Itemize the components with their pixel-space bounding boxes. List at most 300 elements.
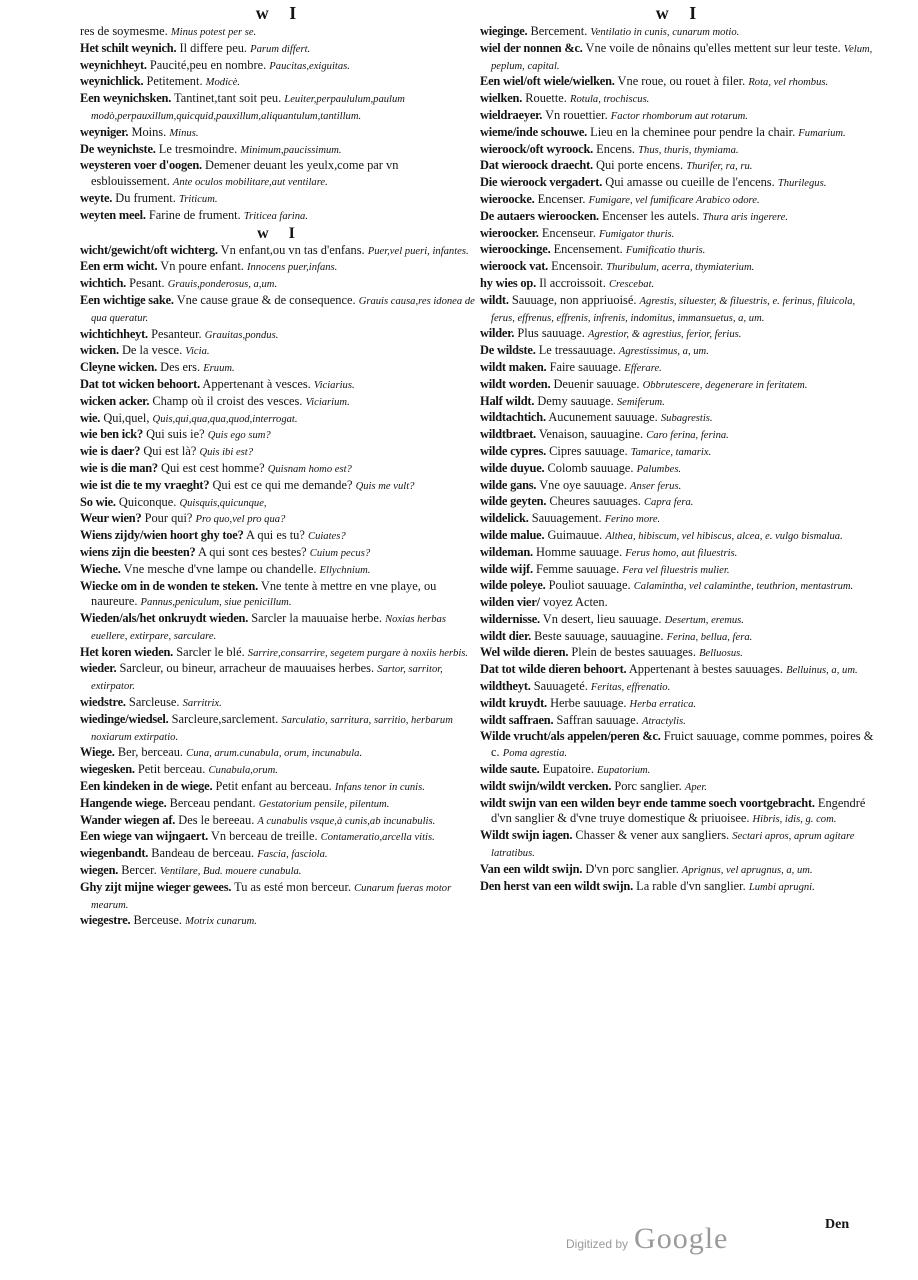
entry-headword: wielken. (480, 91, 523, 106)
entry-headword: wildt saffraen. (480, 712, 554, 727)
dictionary-entry (80, 880, 480, 914)
entry-latin-gloss: Sarculatio, sarritura, sarritio, herbarum noxiarum extirpatio. (91, 714, 453, 743)
dictionary-entry (480, 142, 880, 159)
dictionary-entry (80, 796, 480, 813)
entry-headword: wie ben ick? (80, 427, 143, 442)
dictionary-entry (80, 846, 480, 863)
dictionary-entry (80, 191, 480, 208)
entry-latin-gloss: Efferare. (624, 362, 662, 374)
entry-french-gloss: Champ où il croist des vesces. (152, 393, 303, 408)
entry-headword: Wiecke om in de wonden te steken. (80, 578, 258, 593)
entry-headword: wiel der nonnen &c. (480, 40, 583, 55)
catchword: Den (825, 1217, 850, 1232)
entry-latin-gloss: Ferus homo, aut filuestris. (625, 547, 738, 559)
entry-latin-gloss: Ventilare, Bud. mouere cunabula. (159, 866, 302, 878)
entry-french-gloss: Rouette. (525, 91, 567, 106)
entry-headword: Wieche. (80, 561, 121, 576)
entry-latin-gloss: Factor rhomborum aut rotarum. (610, 110, 748, 122)
dictionary-entry (80, 276, 480, 293)
entry-french-gloss: Guimauue. (547, 527, 603, 542)
entry-french-gloss: Des le bereeau. (178, 812, 255, 827)
dictionary-entry (480, 729, 880, 762)
entry-french-gloss: Vn rouettier. (545, 107, 608, 122)
dictionary-entry (480, 74, 880, 91)
entry-headword: wildt dier. (480, 628, 532, 643)
dictionary-entry (480, 377, 880, 394)
dictionary-entry (80, 427, 480, 444)
entry-headword: wilde geyten. (480, 494, 547, 509)
entry-latin-gloss: Quisnam homo est? (267, 463, 352, 475)
entry-french-gloss: Encenseur. (541, 225, 596, 240)
entry-french-gloss: Qui,quel, (103, 410, 150, 425)
entry-headword: Ghy zijt mijne wieger gewees. (80, 879, 232, 894)
entry-latin-gloss: Cuiates? (308, 531, 346, 543)
dictionary-entry (80, 478, 480, 495)
entry-latin-gloss: Tamarice, tamarix. (630, 446, 712, 458)
entry-headword: wiedstre. (80, 695, 126, 710)
dictionary-entry (80, 712, 480, 746)
entry-latin-gloss: Fascia, fasciola. (257, 849, 328, 861)
dictionary-entry (480, 645, 880, 662)
entry-french-gloss: Tantinet,tant soit peu. (174, 91, 282, 106)
entry-french-gloss: Deuenir sauuage. (553, 376, 640, 391)
entry-headword: wilde wijf. (480, 561, 533, 576)
dictionary-entry (480, 595, 880, 612)
entry-french-gloss: Fruict sauuage, comme pommes, poires & c. (491, 729, 874, 760)
dictionary-entry (480, 578, 880, 595)
entry-latin-gloss: Pannus,peniculum, siue penicillum. (140, 597, 292, 609)
entry-headword: wieroocke. (480, 191, 535, 206)
dictionary-entry (80, 661, 480, 695)
entry-headword: Wilde vrucht/als appelen/peren &c. (480, 729, 661, 744)
entry-latin-gloss: Paucitas,exiguitas. (269, 60, 350, 72)
entry-french-gloss: Sauuageté. (533, 679, 588, 694)
entry-headword: wieme/inde schouwe. (480, 124, 588, 139)
entry-french-gloss: Berceuse. (133, 913, 183, 928)
entry-headword: wildt. (480, 292, 509, 307)
entry-headword: wie ist die te my vraeght? (80, 477, 210, 492)
entry-headword: Wander wiegen af. (80, 812, 176, 827)
dictionary-entry (80, 444, 480, 461)
entry-french-gloss: A qui sont ces bestes? (197, 544, 307, 559)
entry-headword: wichtichheyt. (80, 326, 148, 341)
dictionary-entry (480, 713, 880, 730)
entry-french-gloss: Vne cause graue & de consequence. (176, 292, 356, 307)
entry-headword: wiegen. (80, 863, 119, 878)
dictionary-entry (480, 276, 880, 293)
entry-latin-gloss: Ferino more. (604, 514, 661, 526)
entry-latin-gloss: Lumbi aprugni. (748, 881, 815, 893)
entry-french-gloss: Porc sanglier. (614, 778, 682, 793)
entry-latin-gloss: Viciarius. (313, 379, 355, 391)
dictionary-entry (80, 779, 480, 796)
entry-headword: wichtich. (80, 276, 127, 291)
entry-headword: wildeman. (480, 544, 533, 559)
entry-french-gloss: Qui est cest homme? (161, 460, 265, 475)
entry-french-gloss: Petitement. (146, 74, 203, 89)
entry-latin-gloss: Cuna, arum.cunabula, orum, incunabula. (186, 748, 363, 760)
dictionary-entry (80, 293, 480, 327)
entry-french-gloss: res de soymesme. (80, 24, 168, 38)
dictionary-entry (80, 411, 480, 428)
dictionary-entry (80, 327, 480, 344)
dictionary-entry (80, 695, 480, 712)
entry-latin-gloss: Herba erratica. (629, 698, 697, 710)
entry-headword: Een weynichsken. (80, 91, 172, 106)
dictionary-entry (80, 461, 480, 478)
right-column (480, 0, 880, 895)
entry-headword: wildt maken. (480, 359, 547, 374)
entry-headword: Cleyne wicken. (80, 360, 158, 375)
entry-headword: Weur wien? (80, 511, 142, 526)
entry-latin-gloss: Velum, peplum, capital. (491, 43, 873, 72)
entry-latin-gloss: Agrestis, siluester, & filuestris, e. ferinus, filuicola, ferus, effrenus, effrenis, infrenis, indomitus, immansuetus, a, um. (491, 295, 856, 324)
dictionary-entry (80, 645, 480, 662)
dictionary-entry (480, 175, 880, 192)
entry-french-gloss: Petit berceau. (137, 762, 206, 777)
entry-latin-gloss: Rotula, trochiscus. (569, 94, 650, 106)
entry-headword: Wel wilde dieren. (480, 645, 569, 660)
entry-latin-gloss: Ventilatio in cunis, cunarum motio. (590, 27, 740, 38)
entry-french-gloss: Encensoir. (551, 259, 604, 274)
entry-headword: wiegestre. (80, 913, 131, 928)
entry-latin-gloss: Infans tenor in cunis. (334, 782, 425, 794)
entry-french-gloss: Sauuage, non appriuoisé. (511, 292, 637, 307)
left-entries-bottom (80, 243, 480, 931)
entry-latin-gloss: Hibris, idis, g. com. (752, 814, 837, 826)
entry-latin-gloss: Puer,vel pueri, infantes. (367, 245, 469, 257)
dictionary-entry (480, 461, 880, 478)
entry-latin-gloss: Fera vel filuestris mulier. (622, 564, 730, 576)
dictionary-entry (80, 528, 480, 545)
entry-french-gloss: Vne mesche d'vne lampe ou chandelle. (123, 561, 317, 576)
entry-french-gloss: Paucité,peu en nombre. (149, 57, 267, 72)
dictionary-entry (480, 410, 880, 427)
entry-latin-gloss: Fumigator thuris. (598, 228, 675, 240)
entry-latin-gloss: Thura aris ingerere. (702, 211, 788, 223)
entry-latin-gloss: Quis,qui,qua,qua,quod,interrogat. (152, 413, 298, 425)
entry-french-gloss: Eupatoire. (542, 762, 594, 777)
dictionary-entry (480, 679, 880, 696)
entry-headword: wildt swijn/wildt vercken. (480, 778, 612, 793)
dictionary-entry (480, 108, 880, 125)
dictionary-entry (480, 528, 880, 545)
entry-latin-gloss: Sectari apros, aprum agitare latratibus. (491, 831, 855, 860)
entry-french-gloss: Qui est là? (143, 444, 197, 459)
entry-headword: wildt swijn van een wilden beyr ende tamme soech voortgebracht. (480, 795, 815, 810)
entry-headword: Dat tot wicken behoort. (80, 376, 200, 391)
entry-french-gloss: Vne voile de nônains qu'elles mettent sur leur teste. (585, 40, 841, 55)
entry-french-gloss: Herbe sauuage. (550, 695, 627, 710)
entry-headword: wie is die man? (80, 460, 158, 475)
entry-french-gloss: Pouliot sauuage. (548, 578, 631, 593)
entry-headword: Dat wieroock draecht. (480, 158, 593, 173)
entry-french-gloss: De la vesce. (121, 343, 183, 358)
entry-french-gloss: Venaison, sauuagine. (538, 427, 644, 442)
entry-headword: wilden vier/ (480, 595, 540, 610)
watermark-google-logo: Google (634, 1222, 729, 1255)
entry-headword: Het schilt weynich. (80, 40, 177, 55)
entry-latin-gloss: Grauitas,pondus. (204, 329, 279, 341)
entry-latin-gloss: Grauis,ponderosus, a,um. (167, 279, 278, 291)
entry-headword: wicken. (80, 343, 119, 358)
left-entries-top (80, 24, 480, 225)
entry-headword: Wildt swijn iagen. (480, 828, 573, 843)
entry-french-gloss: Aucunement sauuage. (548, 410, 658, 425)
entry-french-gloss: Il accroissoit. (539, 275, 606, 290)
entry-french-gloss: D'vn porc sanglier. (585, 861, 679, 876)
entry-latin-gloss: Rota, vel rhombus. (748, 77, 829, 89)
entry-latin-gloss: Innocens puer,infans. (246, 262, 338, 274)
entry-french-gloss: Sarcleuse. (128, 695, 180, 710)
entry-french-gloss: Chasser & vener aux sangliers. (575, 828, 730, 843)
entry-french-gloss: Bercer. (121, 863, 157, 878)
entry-french-gloss: Vn desert, lieu sauuage. (542, 611, 662, 626)
entry-latin-gloss: Grauis causa,res idonea de qua queratur. (91, 295, 475, 324)
entry-headword: Die wieroock vergadert. (480, 175, 603, 190)
dictionary-entry (80, 813, 480, 830)
entry-headword: wilde malue. (480, 527, 545, 542)
dictionary-entry (480, 343, 880, 360)
entry-headword: Een wiel/oft wiele/wielken. (480, 74, 615, 89)
entry-latin-gloss: Quisquis,quicunque, (179, 497, 267, 509)
entry-french-gloss: Faire sauuage. (549, 359, 622, 374)
entry-headword: wie is daer? (80, 444, 141, 459)
entry-latin-gloss: Caro ferina, ferina. (646, 430, 729, 442)
entry-latin-gloss: Ante oculos mobilitare,aut ventilare. (172, 177, 328, 189)
entry-headword: Wiege. (80, 745, 115, 760)
dictionary-entry (80, 41, 480, 58)
entry-french-gloss: Bandeau de berceau. (151, 846, 255, 861)
entry-french-gloss: Vne tente à mettre en vne playe, ou naureure. (91, 578, 437, 609)
entry-latin-gloss: Triticea farina. (243, 210, 308, 222)
entry-latin-gloss: Gestatorium pensile, pilentum. (258, 798, 390, 810)
entry-latin-gloss: Minus potest per se. (170, 27, 257, 38)
dictionary-entry (80, 360, 480, 377)
entry-headword: wilder. (480, 326, 515, 341)
dictionary-entry (80, 745, 480, 762)
google-watermark (566, 1222, 728, 1256)
entry-latin-gloss: Sartor, sarritor, extirpator. (91, 664, 443, 693)
entry-latin-gloss: Atractylis. (641, 715, 686, 727)
entry-headword: wilde gans. (480, 477, 537, 492)
entry-headword: De weynichste. (80, 141, 156, 156)
entry-french-gloss: Berceau pendant. (169, 795, 256, 810)
dictionary-entry (480, 125, 880, 142)
entry-headword: Een kindeken in de wiege. (80, 779, 213, 794)
entry-french-gloss: Cipres sauuage. (549, 443, 628, 458)
entry-latin-gloss: Minimum,paucissimum. (240, 144, 342, 156)
dictionary-entry (80, 24, 480, 41)
entry-headword: Een wiege van wijngaert. (80, 829, 209, 844)
dictionary-entry (480, 394, 880, 411)
entry-french-gloss: Demy sauuage. (537, 393, 614, 408)
dictionary-entry (80, 611, 480, 645)
dictionary-entry (80, 74, 480, 91)
entry-french-gloss: Qui porte encens. (596, 158, 684, 173)
running-head-right: w I (655, 3, 705, 23)
entry-latin-gloss: Poma agrestia. (502, 748, 568, 760)
dictionary-entry (80, 343, 480, 360)
entry-french-gloss: Sarcleure,sarclement. (171, 711, 279, 726)
entry-latin-gloss: Motrix cunarum. (185, 916, 257, 928)
entry-headword: So wie. (80, 494, 116, 509)
entry-latin-gloss: Althea, hibiscum, vel hibiscus, alcea, e. vulgo bismalua. (605, 530, 843, 542)
entry-headword: weysteren voer d'oogen. (80, 158, 202, 173)
dictionary-entry (80, 394, 480, 411)
entry-headword: wildtachtich. (480, 410, 546, 425)
dictionary-entry (480, 259, 880, 276)
entry-latin-gloss: Desertum, eremus. (664, 614, 744, 626)
entry-latin-gloss: Crescebat. (608, 278, 655, 290)
entry-headword: wildt worden. (480, 376, 551, 391)
entry-french-gloss: Qui amasse ou cueille de l'encens. (605, 175, 775, 190)
entry-latin-gloss: Thus, thuris, thymiama. (638, 144, 739, 156)
entry-latin-gloss: Fumigare, vel fumificare Arabico odore. (588, 194, 760, 206)
dictionary-entry (480, 226, 880, 243)
entry-french-gloss: A qui es tu? (246, 528, 305, 543)
entry-headword: wiens zijn die beesten? (80, 544, 196, 559)
entry-french-gloss: Saffran sauuage. (556, 712, 639, 727)
dictionary-entry (480, 511, 880, 528)
dictionary-entry (80, 91, 480, 125)
entry-french-gloss: Encensement. (553, 242, 623, 257)
entry-french-gloss: Encenser. (537, 191, 586, 206)
dictionary-entry (80, 58, 480, 75)
entry-headword: wiegesken. (80, 762, 135, 777)
entry-latin-gloss: Belluinus, a, um. (786, 665, 858, 677)
entry-latin-gloss: Quis ego sum? (207, 430, 271, 442)
entry-french-gloss: Femme sauuage. (535, 561, 620, 576)
entry-latin-gloss: Leuiter,perpaululum,paulum modò,perpauxillum,quicquid,pauxillum,aliquantulum,tantillum. (91, 94, 405, 122)
entry-french-gloss: Sarcler la mauuaise herbe. (251, 611, 382, 626)
entry-headword: Het koren wieden. (80, 644, 174, 659)
dictionary-entry (80, 142, 480, 159)
entry-latin-gloss: Cunabula,orum. (208, 765, 278, 777)
entry-latin-gloss: Thurilegus. (777, 178, 827, 190)
dictionary-entry (80, 511, 480, 528)
dictionary-entry (80, 208, 480, 225)
dictionary-entry (480, 828, 880, 862)
entry-french-gloss: Homme sauuage. (536, 544, 623, 559)
entry-latin-gloss: Calamintha, vel calaminthe, teuthrion, mentastrum. (633, 581, 854, 593)
running-head-left: w I (255, 3, 305, 23)
entry-latin-gloss: Triticum. (178, 193, 218, 205)
entry-latin-gloss: Eupatorium. (597, 765, 651, 777)
entry-french-gloss: Vn enfant,ou vn tas d'enfans. (220, 242, 365, 257)
entry-latin-gloss: Cuium pecus? (309, 547, 371, 559)
entry-headword: wilde saute. (480, 762, 540, 777)
dictionary-entry (480, 562, 880, 579)
entry-headword: Den herst van een wildt swijn. (480, 878, 634, 893)
entry-latin-gloss: Thuribulum, acerra, thymiaterium. (606, 262, 755, 274)
entry-headword: wiedinge/wiedsel. (80, 711, 169, 726)
dictionary-entry (80, 243, 480, 260)
entry-latin-gloss: Agrestior, & agrestius, ferior, ferius. (587, 329, 742, 341)
entry-headword: De wildste. (480, 343, 536, 358)
dictionary-entry (480, 696, 880, 713)
entry-latin-gloss: Minus. (169, 127, 199, 139)
dictionary-entry (480, 612, 880, 629)
entry-headword: wie. (80, 410, 101, 425)
entry-latin-gloss: Sarritrix. (182, 698, 222, 710)
entry-latin-gloss: Feritas, effrenatio. (590, 682, 671, 694)
entry-french-gloss: Du frument. (115, 190, 176, 205)
dictionary-entry (80, 158, 480, 191)
entry-headword: wieldraeyer. (480, 107, 543, 122)
entry-headword: Wiens zijdy/wien hoort ghy toe? (80, 528, 244, 543)
entry-latin-gloss: Agrestissimus, a, um. (618, 346, 709, 358)
entry-french-gloss: Des ers. (160, 360, 201, 375)
dictionary-entry (480, 360, 880, 377)
entry-french-gloss: Beste sauuage, sauuagine. (534, 628, 664, 643)
entry-headword: wilde cypres. (480, 443, 547, 458)
entry-french-gloss: Qui est ce qui me demande? (212, 477, 353, 492)
entry-latin-gloss: A cunabulis vsque,à cunis,ab incunabulis. (257, 815, 436, 827)
entry-headword: wieder. (80, 661, 117, 676)
entry-french-gloss: Farine de frument. (148, 207, 241, 222)
entry-headword: Hangende wiege. (80, 795, 167, 810)
dictionary-entry (80, 495, 480, 512)
left-column (80, 0, 480, 930)
entry-latin-gloss: Aper. (684, 781, 707, 793)
entry-headword: wieginge. (480, 24, 528, 38)
entry-latin-gloss: Ellychnium. (319, 564, 371, 576)
entry-latin-gloss: Eruum. (203, 363, 235, 375)
dictionary-entry (480, 779, 880, 796)
entry-french-gloss: Plus sauuage. (517, 326, 585, 341)
entry-french-gloss: Appertenant à bestes sauuages. (628, 662, 783, 677)
entry-headword: Van een wildt swijn. (480, 861, 583, 876)
entry-french-gloss: Vn poure enfant. (160, 259, 244, 274)
entry-headword: Half wildt. (480, 393, 535, 408)
entry-latin-gloss: Viciarium. (305, 396, 350, 408)
entry-latin-gloss: Semiferum. (616, 396, 665, 408)
entry-french-gloss: Tu as esté mon berceur. (234, 879, 351, 894)
right-entries (480, 24, 880, 895)
entry-headword: wildt kruydt. (480, 695, 547, 710)
watermark-digitized-label: Digitized by (566, 1237, 629, 1251)
entry-latin-gloss: Parum differt. (250, 43, 311, 55)
dictionary-entry (480, 24, 880, 41)
dictionary-entry (480, 796, 880, 829)
dictionary-entry (480, 41, 880, 75)
entry-french-gloss: Moins. (131, 124, 167, 139)
entry-french-gloss: Vn berceau de treille. (210, 829, 318, 844)
entry-headword: wilde poleye. (480, 578, 546, 593)
entry-latin-gloss: Quis ibi est? (199, 447, 254, 459)
entry-french-gloss: Vne roue, ou rouet à filer. (617, 74, 746, 89)
entry-french-gloss: Pour qui? (144, 511, 193, 526)
entry-french-gloss: Ber, berceau. (117, 745, 184, 760)
entry-french-gloss: Petit enfant au berceau. (215, 779, 332, 794)
dictionary-entry (80, 377, 480, 394)
entry-headword: wildernisse. (480, 611, 540, 626)
dictionary-entry (480, 444, 880, 461)
entry-headword: Dat tot wilde dieren behoort. (480, 662, 627, 677)
dictionary-entry (480, 242, 880, 259)
entry-french-gloss: Le tressauuage. (538, 343, 616, 358)
entry-latin-gloss: Capra fera. (643, 497, 694, 509)
entry-french-gloss: Encenser les autels. (602, 208, 700, 223)
dictionary-entry (480, 879, 880, 896)
entry-latin-gloss: Subagrestis. (660, 413, 713, 425)
entry-headword: De autaers wieroocken. (480, 208, 599, 223)
dictionary-entry (480, 326, 880, 343)
entry-headword: wildtheyt. (480, 679, 531, 694)
entry-headword: weynichlick. (80, 74, 144, 89)
entry-headword: Wieden/als/het onkruydt wieden. (80, 611, 249, 626)
